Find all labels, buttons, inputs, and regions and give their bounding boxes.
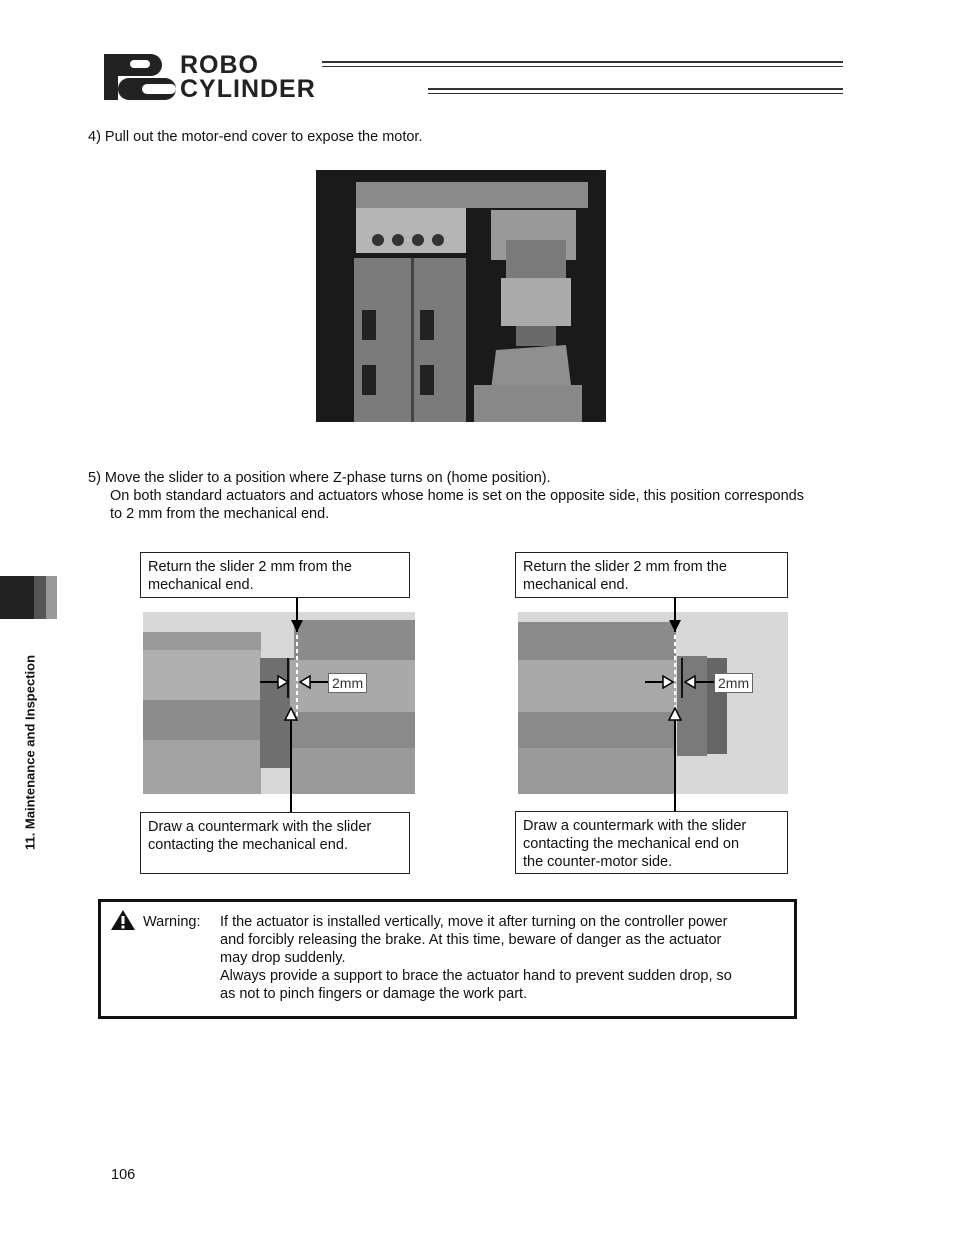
callout-line: Draw a countermark with the slider bbox=[523, 818, 747, 834]
left-bottom-callout bbox=[140, 812, 410, 874]
callout-line: Draw a countermark with the slider bbox=[148, 819, 372, 835]
callout-line: mechanical end. bbox=[148, 577, 254, 593]
warning-line: and forcibly releasing the brake. At this time, beware of danger as the actuator bbox=[220, 932, 722, 948]
chapter-label: 11. Maintenance and Inspection bbox=[22, 654, 38, 851]
page-number: 106 bbox=[111, 1167, 136, 1183]
warning-icon bbox=[110, 909, 136, 931]
warning-label: Warning: bbox=[143, 914, 201, 930]
callout-line: Return the slider 2 mm from the bbox=[148, 559, 352, 575]
callout-line: mechanical end. bbox=[523, 577, 629, 593]
callout-line: contacting the mechanical end on bbox=[523, 836, 740, 852]
logo-line-2: CYLINDER bbox=[180, 75, 316, 103]
callout-line: contacting the mechanical end. bbox=[148, 837, 348, 853]
warning-line: Always provide a support to brace the actuator hand to prevent sudden drop, so bbox=[220, 968, 732, 984]
rc-logo-mark bbox=[100, 50, 180, 104]
right-dimension-label: 2mm bbox=[714, 673, 753, 693]
step5-line1: 5) Move the slider to a position where Z-phase turns on (home position). bbox=[88, 470, 551, 486]
step5-line2: On both standard actuators and actuators whose home is set on the opposite side, this position corresponds bbox=[110, 488, 804, 504]
callout-line: the counter-motor side. bbox=[523, 854, 673, 870]
warning-line: as not to pinch fingers or damage the work part. bbox=[220, 986, 528, 1002]
header-rule-bottom-2 bbox=[428, 93, 843, 94]
motor-photo bbox=[316, 170, 606, 422]
left-top-callout bbox=[140, 552, 410, 598]
header-rule-top-1 bbox=[322, 61, 843, 63]
right-bottom-callout bbox=[515, 811, 788, 874]
right-actuator-photo bbox=[517, 598, 789, 812]
warning-box bbox=[98, 899, 797, 1019]
logo-line-1: ROBO bbox=[180, 51, 259, 79]
left-dimension-label: 2mm bbox=[328, 673, 367, 693]
right-top-callout bbox=[515, 552, 788, 598]
warning-text bbox=[220, 913, 790, 1003]
header-rule-bottom-1 bbox=[428, 88, 843, 90]
step5-line3: to 2 mm from the mechanical end. bbox=[110, 506, 330, 522]
header-rule-top-2 bbox=[322, 66, 843, 67]
callout-line: Return the slider 2 mm from the bbox=[523, 559, 727, 575]
left-actuator-photo bbox=[142, 598, 416, 812]
warning-line: may drop suddenly. bbox=[220, 950, 346, 966]
warning-line: If the actuator is installed vertically, move it after turning on the controller power bbox=[220, 914, 728, 930]
step4-text: 4) Pull out the motor-end cover to expose the motor. bbox=[88, 129, 423, 145]
